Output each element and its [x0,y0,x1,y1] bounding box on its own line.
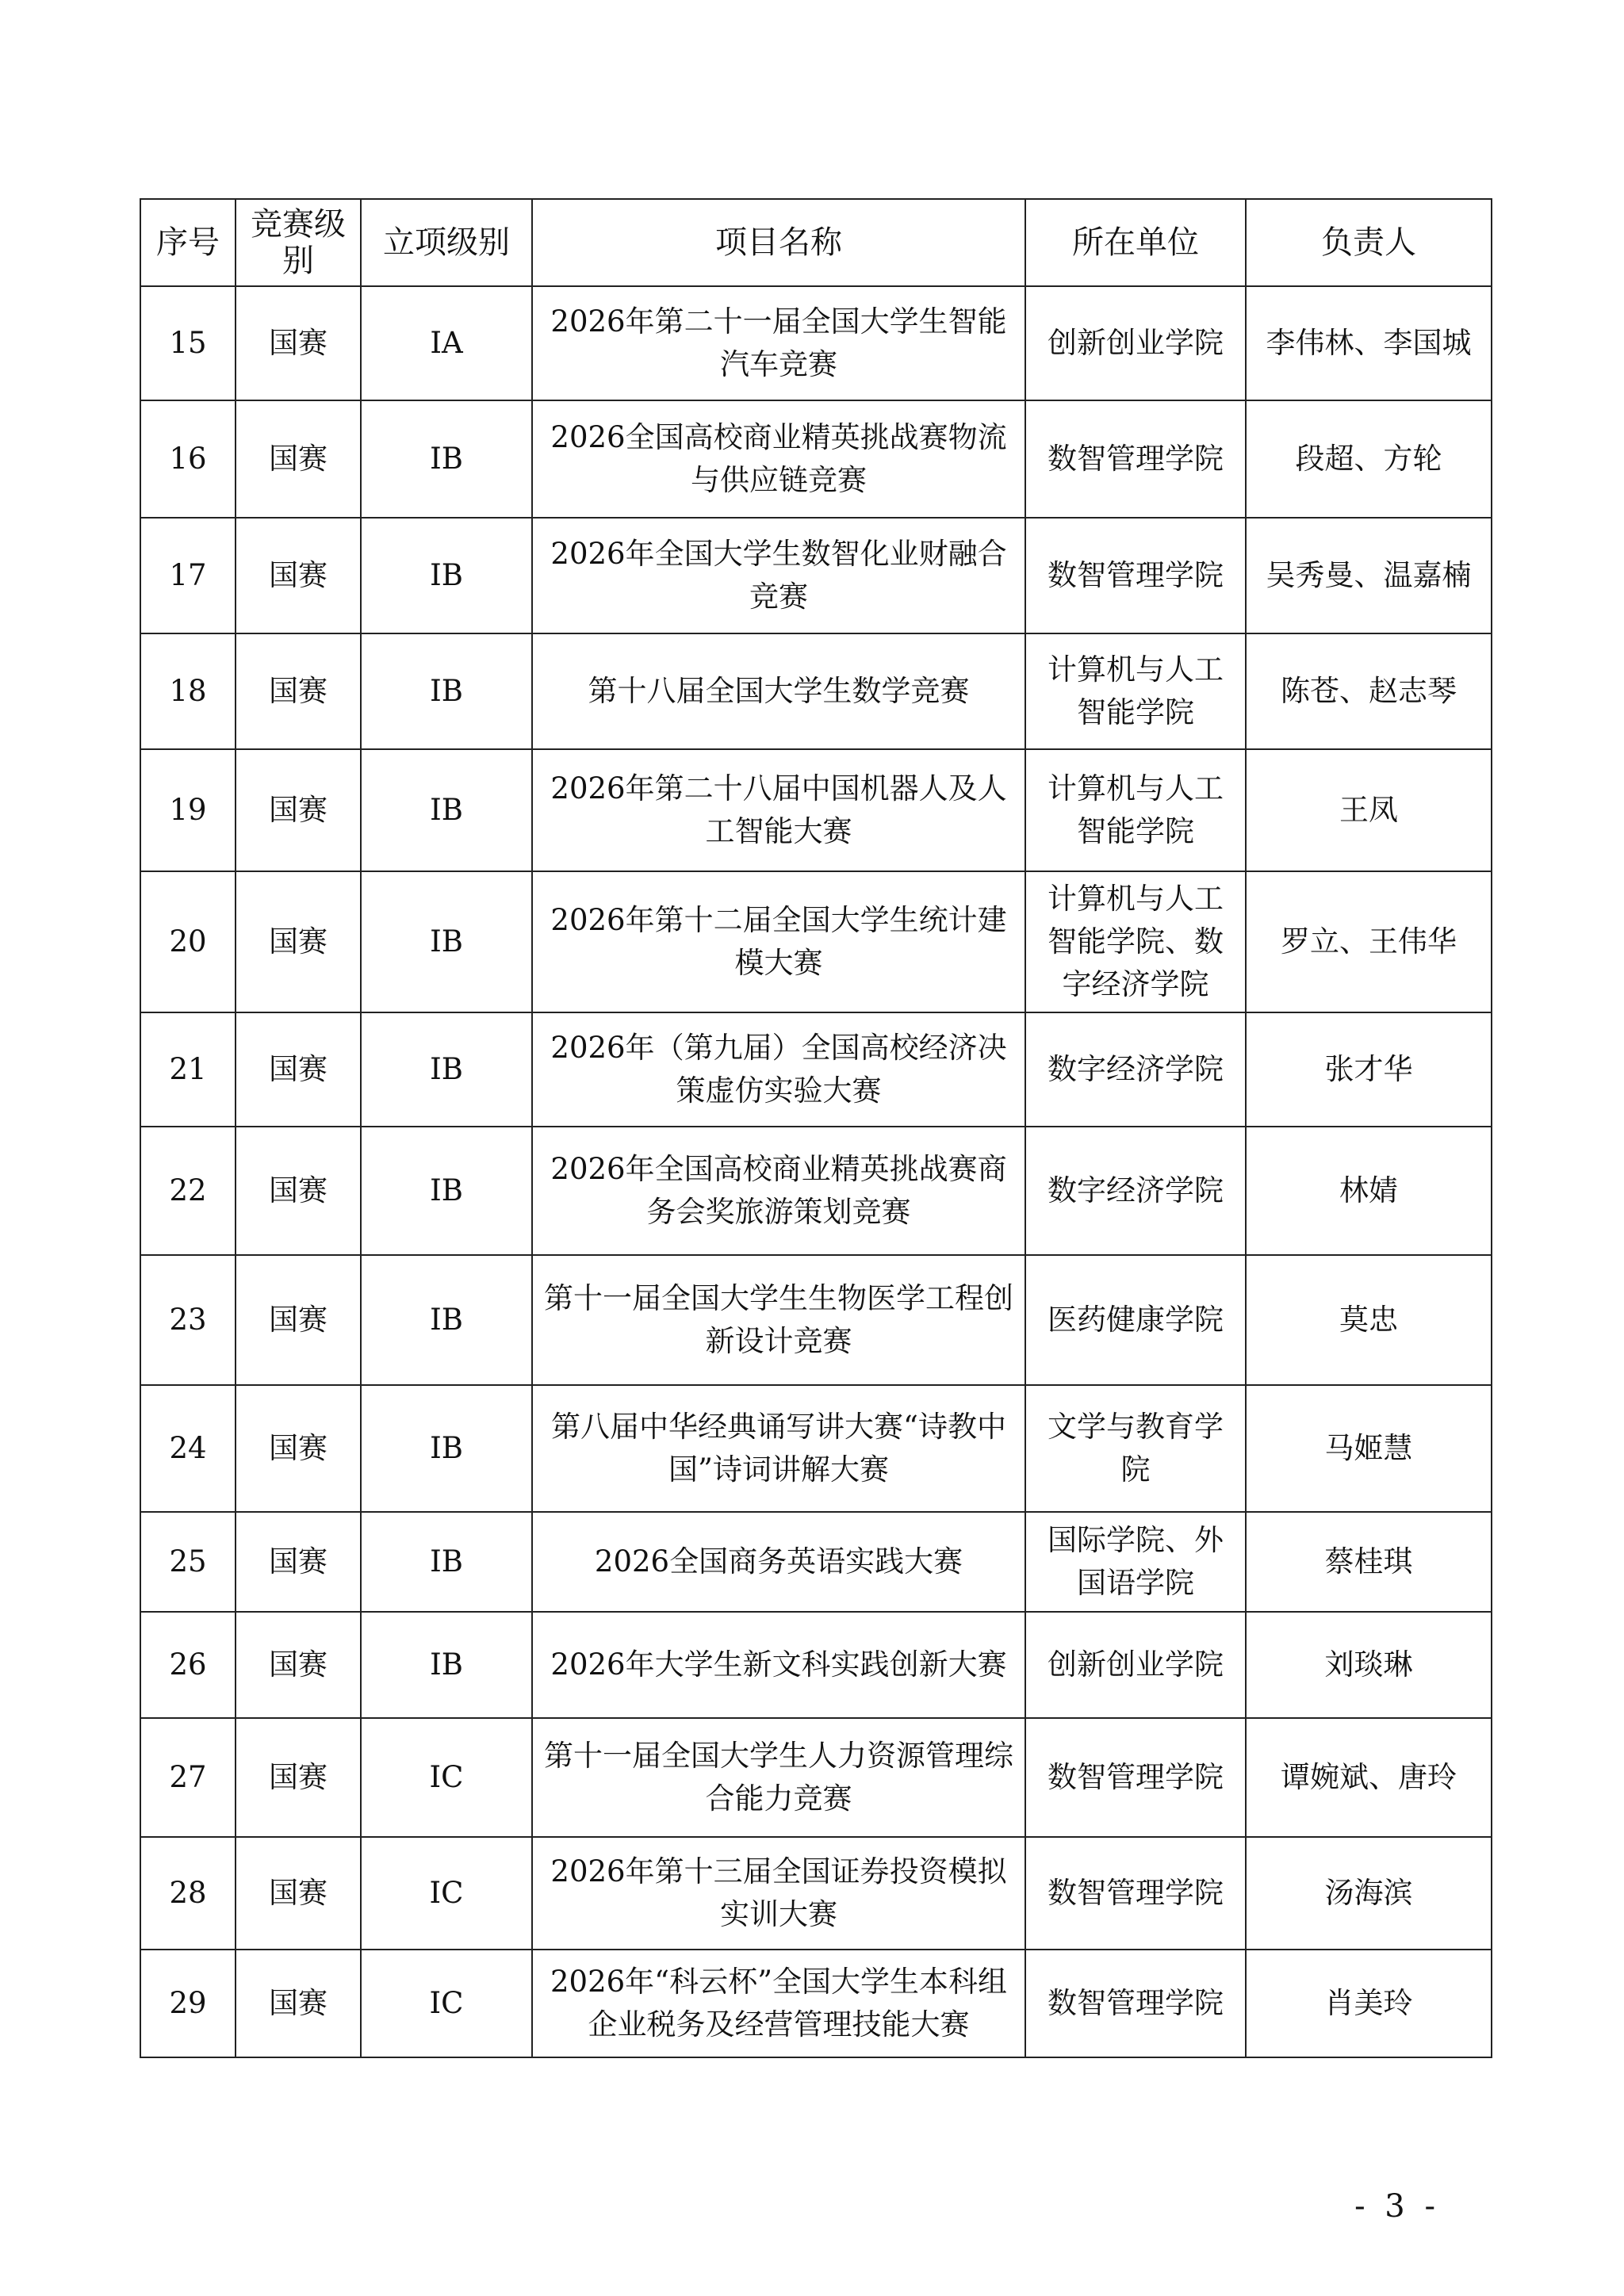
cell-project-name: 2026年全国高校商业精英挑战赛商务会奖旅游策划竞赛 [532,1127,1025,1255]
cell-no: 21 [140,1012,236,1127]
cell-grade: ⅠB [361,1385,532,1512]
cell-unit: 数智管理学院 [1025,518,1246,633]
cell-no: 16 [140,400,236,518]
cell-grade: ⅠC [361,1837,532,1950]
cell-level: 国赛 [236,518,361,633]
cell-owner: 刘琰琳 [1246,1612,1492,1718]
cell-unit: 数字经济学院 [1025,1012,1246,1127]
cell-no: 19 [140,749,236,871]
cell-owner: 肖美玲 [1246,1950,1492,2057]
cell-owner: 蔡桂琪 [1246,1512,1492,1612]
cell-project-name: 2026年第二十一届全国大学生智能汽车竞赛 [532,286,1025,400]
cell-no: 18 [140,633,236,749]
header-unit: 所在单位 [1025,199,1246,286]
cell-unit: 数智管理学院 [1025,400,1246,518]
cell-owner: 吴秀曼、温嘉楠 [1246,518,1492,633]
cell-level: 国赛 [236,871,361,1012]
competition-table [140,198,1492,2058]
cell-unit: 数智管理学院 [1025,1950,1246,2057]
cell-project-name: 2026年（第九届）全国高校经济决策虚仿实验大赛 [532,1012,1025,1127]
header-competition-level: 竞赛级别 [236,199,361,286]
cell-unit: 数智管理学院 [1025,1718,1246,1837]
cell-owner: 罗立、王伟华 [1246,871,1492,1012]
cell-owner: 张才华 [1246,1012,1492,1127]
cell-level: 国赛 [236,1255,361,1385]
table-row [140,1385,1492,1512]
cell-no: 29 [140,1950,236,2057]
cell-owner: 段超、方轮 [1246,400,1492,518]
table-row [140,871,1492,1012]
cell-project-name: 2026全国高校商业精英挑战赛物流与供应链竞赛 [532,400,1025,518]
table-row [140,1837,1492,1950]
cell-owner: 李伟林、李国城 [1246,286,1492,400]
cell-no: 23 [140,1255,236,1385]
cell-project-name: 2026年“科云杯”全国大学生本科组企业税务及经营管理技能大赛 [532,1950,1025,2057]
cell-grade: ⅠC [361,1718,532,1837]
cell-unit: 创新创业学院 [1025,286,1246,400]
cell-unit: 计算机与人工智能学院 [1025,749,1246,871]
table-row [140,1512,1492,1612]
table-row [140,1718,1492,1837]
cell-project-name: 2026年第十二届全国大学生统计建模大赛 [532,871,1025,1012]
cell-project-name: 2026年大学生新文科实践创新大赛 [532,1612,1025,1718]
cell-level: 国赛 [236,400,361,518]
header-project-name: 项目名称 [532,199,1025,286]
cell-no: 22 [140,1127,236,1255]
cell-grade: ⅠB [361,1612,532,1718]
cell-level: 国赛 [236,1127,361,1255]
cell-unit: 计算机与人工智能学院 [1025,633,1246,749]
cell-project-name: 第十一届全国大学生人力资源管理综合能力竞赛 [532,1718,1025,1837]
cell-project-name: 2026年第二十八届中国机器人及人工智能大赛 [532,749,1025,871]
cell-project-name: 2026年全国大学生数智化业财融合竞赛 [532,518,1025,633]
table-row [140,1127,1492,1255]
table-row [140,400,1492,518]
table-row [140,286,1492,400]
cell-level: 国赛 [236,749,361,871]
cell-level: 国赛 [236,286,361,400]
cell-owner: 马姬慧 [1246,1385,1492,1512]
cell-no: 15 [140,286,236,400]
cell-grade: ⅠA [361,286,532,400]
cell-grade: ⅠB [361,871,532,1012]
header-no: 序号 [140,199,236,286]
cell-grade: ⅠB [361,1512,532,1612]
page-number: - 3 - [1354,2188,1440,2225]
cell-unit: 国际学院、外国语学院 [1025,1512,1246,1612]
cell-no: 26 [140,1612,236,1718]
cell-project-name: 第十一届全国大学生生物医学工程创新设计竞赛 [532,1255,1025,1385]
cell-level: 国赛 [236,1950,361,2057]
header-project-grade: 立项级别 [361,199,532,286]
cell-owner: 林婧 [1246,1127,1492,1255]
cell-project-name: 2026年第十三届全国证券投资模拟实训大赛 [532,1837,1025,1950]
cell-no: 28 [140,1837,236,1950]
cell-owner: 谭婉斌、唐玲 [1246,1718,1492,1837]
cell-owner: 陈苍、赵志琴 [1246,633,1492,749]
cell-no: 27 [140,1718,236,1837]
cell-level: 国赛 [236,633,361,749]
cell-project-name: 2026全国商务英语实践大赛 [532,1512,1025,1612]
table-row [140,1012,1492,1127]
cell-grade: ⅠB [361,400,532,518]
header-row [140,199,1492,286]
cell-no: 24 [140,1385,236,1512]
cell-no: 17 [140,518,236,633]
cell-level: 国赛 [236,1612,361,1718]
cell-unit: 数智管理学院 [1025,1837,1246,1950]
cell-level: 国赛 [236,1837,361,1950]
cell-unit: 数字经济学院 [1025,1127,1246,1255]
cell-grade: ⅠC [361,1950,532,2057]
cell-project-name: 第八届中华经典诵写讲大赛“诗教中国”诗词讲解大赛 [532,1385,1025,1512]
table-row [140,749,1492,871]
cell-unit: 计算机与人工智能学院、数字经济学院 [1025,871,1246,1012]
cell-grade: ⅠB [361,518,532,633]
table-row [140,633,1492,749]
table-row [140,518,1492,633]
cell-grade: ⅠB [361,1255,532,1385]
cell-grade: ⅠB [361,633,532,749]
cell-grade: ⅠB [361,749,532,871]
cell-owner: 莫忠 [1246,1255,1492,1385]
cell-level: 国赛 [236,1012,361,1127]
cell-level: 国赛 [236,1512,361,1612]
cell-grade: ⅠB [361,1012,532,1127]
cell-level: 国赛 [236,1718,361,1837]
cell-unit: 医药健康学院 [1025,1255,1246,1385]
table-row [140,1950,1492,2057]
cell-unit: 文学与教育学院 [1025,1385,1246,1512]
cell-owner: 汤海滨 [1246,1837,1492,1950]
cell-unit: 创新创业学院 [1025,1612,1246,1718]
header-owner: 负责人 [1246,199,1492,286]
cell-level: 国赛 [236,1385,361,1512]
cell-grade: ⅠB [361,1127,532,1255]
cell-no: 25 [140,1512,236,1612]
cell-owner: 王凤 [1246,749,1492,871]
cell-no: 20 [140,871,236,1012]
cell-project-name: 第十八届全国大学生数学竞赛 [532,633,1025,749]
table-row [140,1255,1492,1385]
table-row [140,1612,1492,1718]
